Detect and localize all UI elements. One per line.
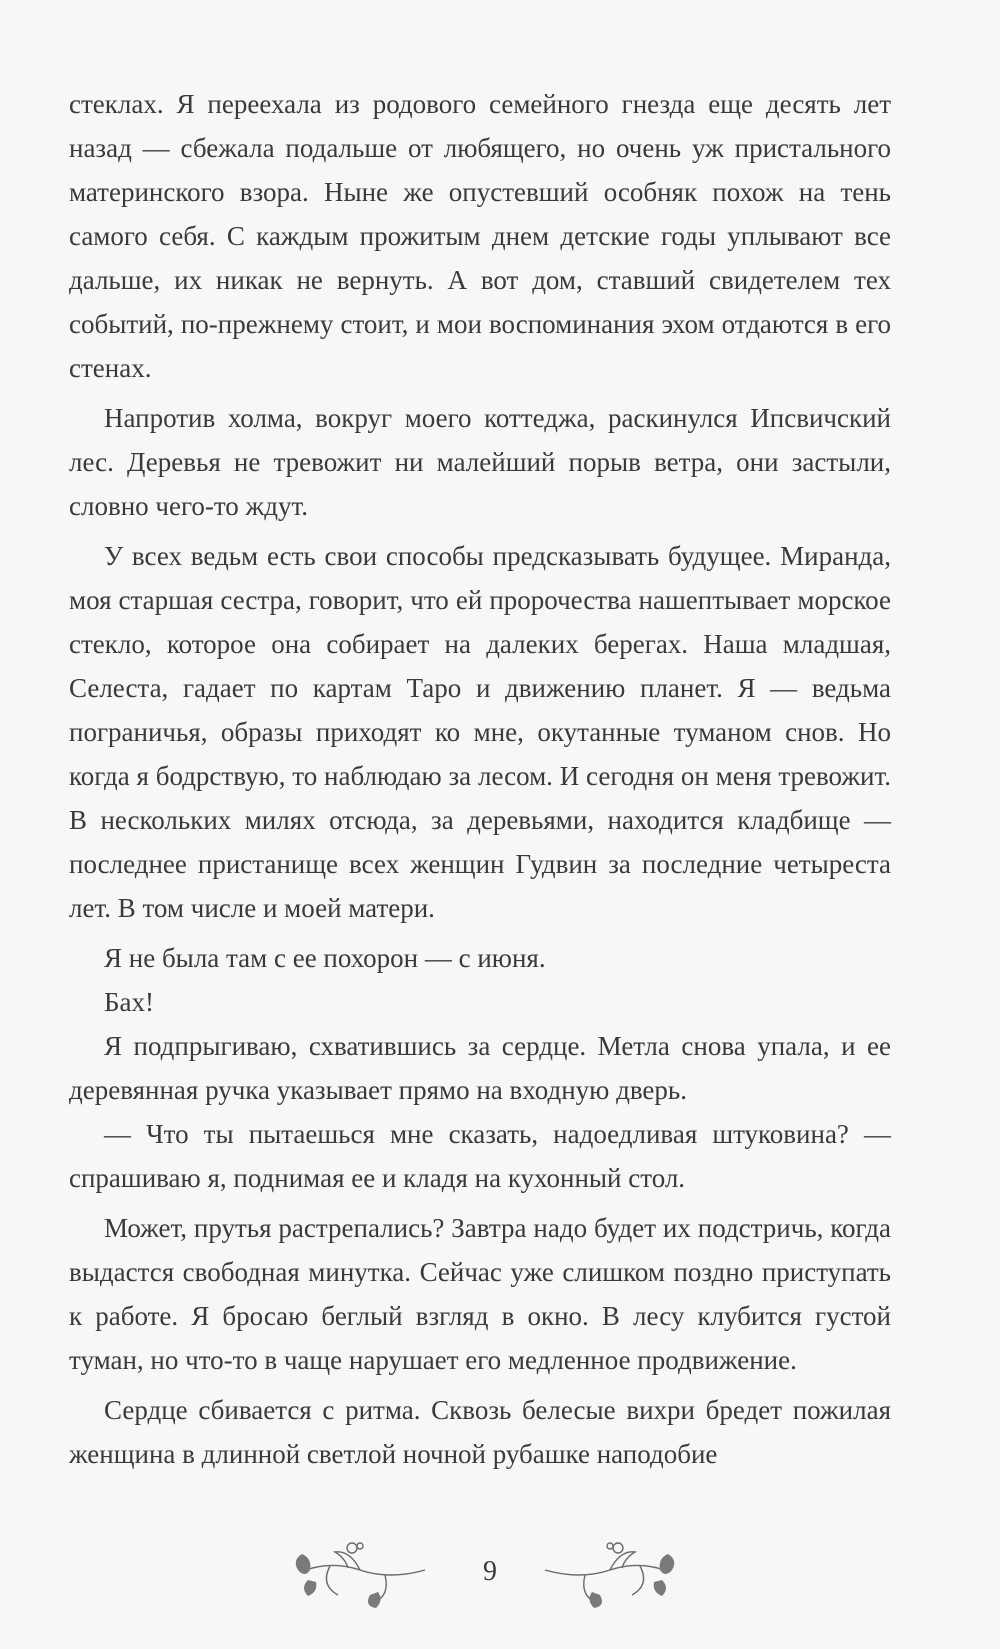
paragraph-6: Я подпрыгиваю, схватившись за сердце. Метла снова упала, и ее деревянная ручка указывает прямо на входную дверь. bbox=[69, 1031, 891, 1105]
paragraph-7: — Что ты пытаешься мне сказать, надоедливая штуковина? — спрашиваю я, поднимая ее и кладя на кухонный стол. bbox=[69, 1119, 891, 1193]
paragraph-2: Напротив холма, вокруг моего коттеджа, раскинулся Ипсвичский лес. Деревья не тревожит ни малейший порыв ветра, они застыли, словно чего-то ждут. bbox=[69, 403, 891, 521]
paragraph-8: Может, прутья растрепались? Завтра надо будет их подстричь, когда выдастся свободная минутка. Сейчас уже слишком поздно приступать к работе. Я бросаю беглый взгляд в окно. В лесу клубится густой туман, но что-то в чаще нарушает его медленное продвижение. bbox=[69, 1213, 891, 1375]
paragraph-1: стеклах. Я переехала из родового семейного гнезда еще десять лет назад — сбежала подальше от любящего, но очень уж пристального материнского взора. Ныне же опустевший особняк похож на тень самого себя. С каждым прожитым днем детские годы уплывают все дальше, их никак не вернуть. А вот дом, ставший свидетелем тех событий, по-прежнему стоит, и мои воспоминания эхом отдаются в его стенах. bbox=[69, 89, 891, 383]
paragraph-4: Я не была там с ее похорон — с июня. bbox=[104, 943, 546, 973]
page-number: 9 bbox=[483, 1556, 497, 1587]
floral-ornament-right-icon bbox=[540, 1540, 680, 1610]
page-footer bbox=[0, 1540, 1000, 1630]
paragraph-5: Бах! bbox=[104, 987, 154, 1017]
paragraph-3: У всех ведьм есть свои способы предсказывать будущее. Миранда, моя старшая сестра, говорит, что ей пророчества нашептывает морское стекло, которое она собирает на далеких берегах. Наша младшая, Селеста, гадает по картам Таро и движению планет. Я — ведьма пограничья, образы приходят ко мне, окутанные туманом снов. Но когда я бодрствую, то наблюдаю за лесом. И сегодня он меня тревожит. В нескольких милях отсюда, за деревьями, находится кладбище — последнее пристанище всех женщин Гудвин за последние четыреста лет. В том числе и моей матери. bbox=[69, 541, 891, 923]
paragraph-9: Сердце сбивается с ритма. Сквозь белесые вихри бредет пожилая женщина в длинной светлой ночной рубашке наподобие bbox=[69, 1395, 891, 1469]
floral-ornament-left-icon bbox=[290, 1540, 430, 1610]
page-body bbox=[69, 82, 891, 1482]
